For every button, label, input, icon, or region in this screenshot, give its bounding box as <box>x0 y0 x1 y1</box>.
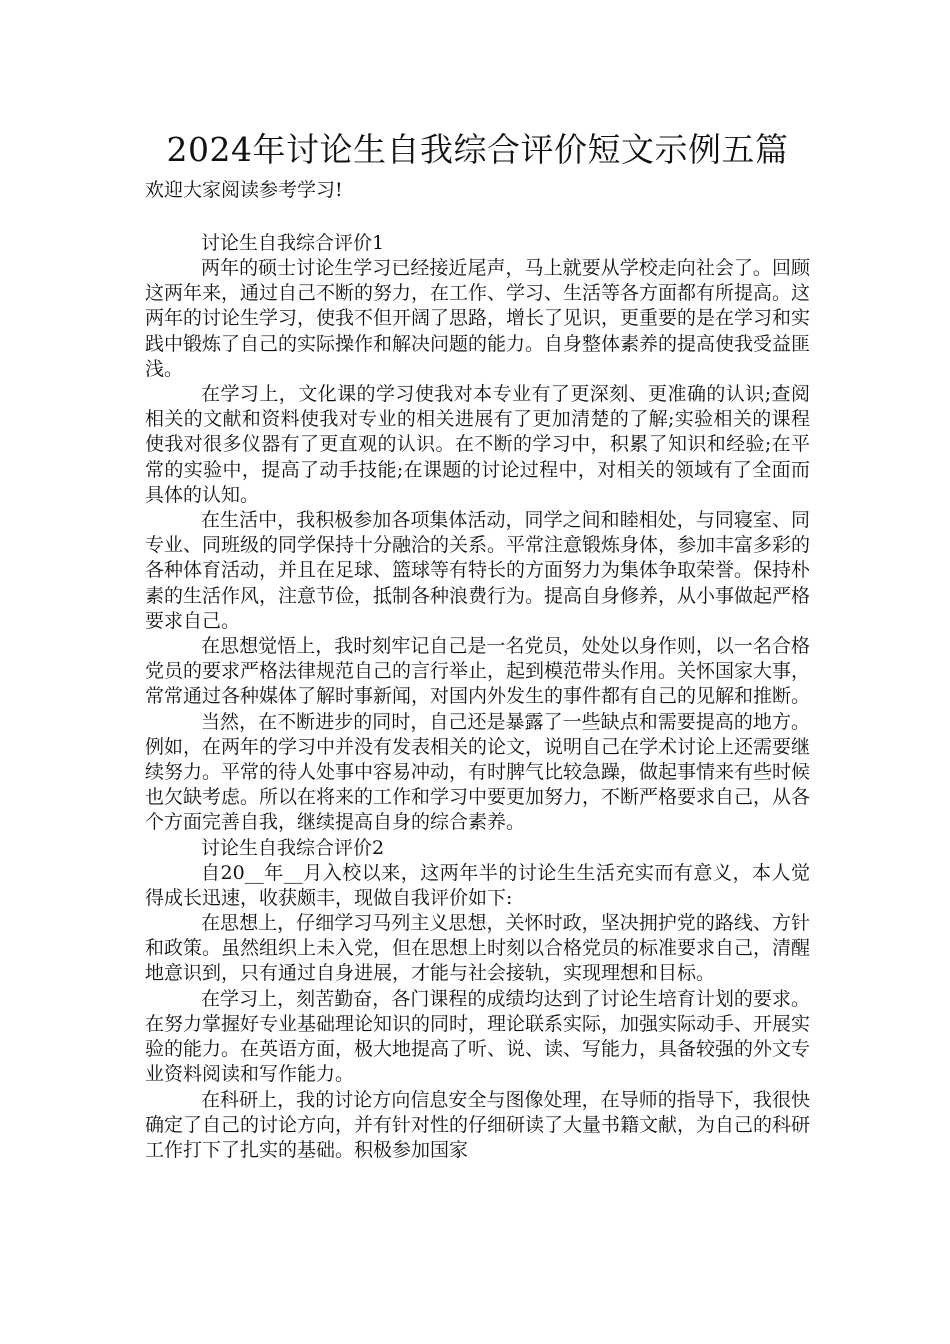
paragraph: 在思想觉悟上，我时刻牢记自己是一名党员，处处以身作则，以一名合格党员的要求严格法律规范自己的言行举止，起到模范带头作用。关怀国家大事，常常通过各种媒体了解时事新闻，对国内外发生的事件都有自己的见解和推断。 <box>145 635 811 708</box>
section-2 <box>145 836 810 1163</box>
paragraph: 在学习上，文化课的学习使我对本专业有了更深刻、更准确的认识;查阅相关的文献和资料使我对专业的相关进展有了更加清楚的了解;实验相关的课程使我对很多仪器有了更直观的认识。在不断的学习中，积累了知识和经验;在平常的实验中，提高了动手技能;在课题的讨论过程中，对相关的领域有了全面而具体的认知。 <box>145 383 810 506</box>
section-heading: 讨论生自我综合评价2 <box>201 836 385 859</box>
paragraph: 在思想上，仔细学习马列主义思想，关怀时政，坚决拥护党的路线、方针和政策。虽然组织上未入党，但在思想上时刻以合格党员的标准要求自己，清醒地意识到，只有通过自身进展，才能与社会接轨，实现理想和目标。 <box>145 912 811 985</box>
paragraph: 两年的硕士讨论生学习已经接近尾声，马上就要从学校走向社会了。回顾这两年来，通过自己不断的努力，在工作、学习、生活等各方面都有所提高。这两年的讨论生学习，使我不但开阔了思路，增长了见识，更重要的是在学习和实践中锻炼了自己的实际操作和解决问题的能力。自身整体素养的提高使我受益匪浅。 <box>145 257 811 380</box>
paragraph: 自20__年__月入校以来，这两年半的讨论生生活充实而有意义，本人觉得成长迅速，收获颇丰，现做自我评价如下: <box>145 861 810 909</box>
paragraph: 在生活中，我积极参加各项集体活动，同学之间和睦相处，与同寝室、同专业、同班级的同学保持十分融洽的关系。平常注意锻炼身体，参加丰富多彩的各种体育活动，并且在足球、篮球等有特长的方面努力为集体争取荣誉。保持朴素的生活作风，注意节俭，抵制各种浪费行为。提高自身修养，从小事做起严格要求自己。 <box>145 509 811 632</box>
greeting-text: 欢迎大家阅读参考学习! <box>145 179 343 201</box>
paragraph: 在科研上，我的讨论方向信息安全与图像处理，在导师的指导下，我很快确定了自己的讨论方向，并有针对性的仔细研读了大量书籍文献，为自己的科研工作打下了扎实的基础。积极参加国家 <box>145 1088 811 1161</box>
document-title: 2024年讨论生自我综合评价短文示例五篇 <box>166 130 789 169</box>
section-heading: 讨论生自我综合评价1 <box>201 232 385 254</box>
paragraph: 当然，在不断进步的同时，自己还是暴露了一些缺点和需要提高的地方。例如，在两年的学习中并没有发表相关的论文，说明自己在学术讨论上还需要继续努力。平常的待人处事中容易冲动，有时脾气比较急躁，做起事情来有些时候也欠缺考虑。所以在将来的工作和学习中要更加努力，不断严格要求自己，从各个方面完善自我，继续提高自身的综合素养。 <box>145 710 811 834</box>
section-1 <box>145 231 810 836</box>
paragraph: 在学习上，刻苦勤奋，各门课程的成绩均达到了讨论生培育计划的要求。在努力掌握好专业基础理论知识的同时，理论联系实际，加强实际动手、开展实验的能力。在英语方面，极大地提高了听、说、读、写能力，具备较强的外文专业资料阅读和写作能力。 <box>145 987 811 1086</box>
document-page <box>145 128 810 1163</box>
